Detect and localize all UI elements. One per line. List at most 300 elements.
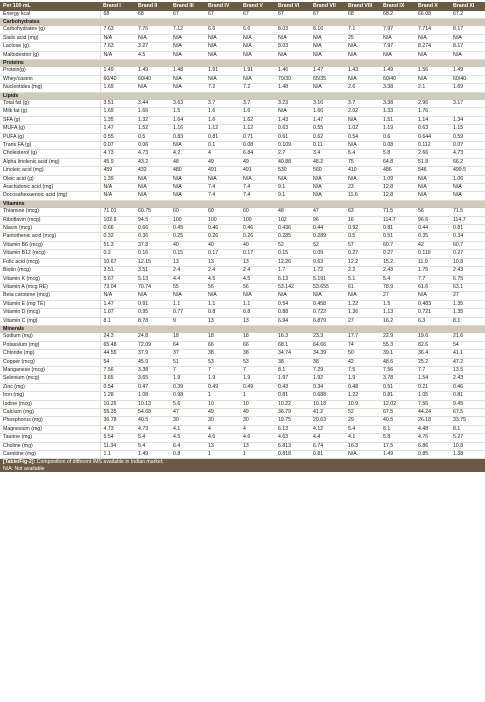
value-cell: 8.17 [450, 26, 485, 34]
value-cell: 4.48 [415, 425, 450, 433]
value-cell: 66 [240, 341, 275, 349]
value-cell: 1.49 [135, 451, 170, 459]
header-cell: Brand II [135, 2, 170, 11]
table-row [0, 392, 485, 400]
value-cell: N/A [345, 75, 380, 83]
value-cell: 10 [205, 400, 240, 408]
value-cell: 0.61 [275, 133, 310, 141]
row-label: Folic acid (mcg) [0, 258, 100, 266]
value-cell: 48 [275, 208, 310, 216]
value-cell: 24.3 [100, 333, 135, 341]
value-cell: 2.43 [450, 375, 485, 383]
section-header-row [0, 325, 485, 333]
table-row [0, 309, 485, 317]
value-cell: N/A [170, 75, 205, 83]
value-cell: 47 [310, 208, 345, 216]
value-cell: 61 [345, 283, 380, 291]
value-cell: 0.63 [275, 125, 310, 133]
value-cell: N/A [170, 34, 205, 42]
row-label: Vitamin A (mcg RE) [0, 283, 100, 291]
value-cell: 7.97 [380, 43, 415, 51]
value-cell: 1.62 [240, 116, 275, 124]
value-cell: 1.76 [415, 108, 450, 116]
value-cell: 40 [205, 241, 240, 249]
value-cell: 63.1 [450, 283, 485, 291]
value-cell: 18 [240, 333, 275, 341]
value-cell: 1.66 [310, 108, 345, 116]
row-label: Nucleotides (mg) [0, 84, 100, 92]
row-label: Biotin (mcg) [0, 267, 100, 275]
value-cell: N/A [135, 175, 170, 183]
value-cell: 9.63 [310, 258, 345, 266]
value-cell: 0.16 [135, 250, 170, 258]
table-row [0, 34, 485, 42]
row-label: MUFA (g) [0, 125, 100, 133]
value-cell: 4.4 [310, 434, 345, 442]
value-cell: 9.45 [450, 400, 485, 408]
value-cell: 5.4 [135, 434, 170, 442]
value-cell: 55.35 [100, 409, 135, 417]
value-cell [450, 108, 485, 116]
value-cell: 2.1 [415, 84, 450, 92]
value-cell: 1.6 [205, 108, 240, 116]
value-cell: 4.4 [170, 275, 205, 283]
value-cell: 1.33 [380, 108, 415, 116]
row-label: Whey/casein [0, 75, 100, 83]
row-label: Taurine (mg) [0, 434, 100, 442]
value-cell: 53 [240, 358, 275, 366]
value-cell: 0.46 [240, 225, 275, 233]
value-cell: 1.43 [275, 116, 310, 124]
row-label: Choline (mg) [0, 442, 100, 450]
value-cell: 5.8 [380, 150, 415, 158]
value-cell: 5.4 [380, 275, 415, 283]
value-cell: N/A [415, 175, 450, 183]
value-cell: N/A [275, 292, 310, 300]
value-cell: 0.644 [415, 133, 450, 141]
value-cell: 1.75 [415, 267, 450, 275]
value-cell: 36.79 [275, 409, 310, 417]
value-cell: 8.1 [100, 317, 135, 325]
caption-label: [Table/Fig-2]: [3, 459, 36, 466]
row-label: Phosphorus (mg) [0, 417, 100, 425]
value-cell: 560 [310, 167, 345, 175]
value-cell: 16.3 [345, 442, 380, 450]
value-cell: N/A [380, 34, 415, 42]
value-cell: 1.56 [415, 67, 450, 75]
value-cell: 52 [310, 241, 345, 249]
composition-table [0, 2, 485, 472]
table-row [0, 192, 485, 200]
value-cell: 1.49 [135, 67, 170, 75]
value-cell: 2.4 [170, 267, 205, 275]
value-cell: 1.38 [450, 451, 485, 459]
value-cell: 67 [310, 11, 345, 19]
value-cell: 0.5 [345, 233, 380, 241]
value-cell: 12.02 [380, 400, 415, 408]
value-cell: 1.91 [205, 67, 240, 75]
value-cell: 7.4 [240, 184, 275, 192]
header-cell: Brand XI [450, 2, 485, 11]
value-cell: 54 [450, 341, 485, 349]
value-cell: 8.03 [275, 26, 310, 34]
value-cell: 491 [240, 167, 275, 175]
value-cell: 42 [345, 358, 380, 366]
table-row [0, 442, 485, 450]
table-row [0, 158, 485, 166]
value-cell: 0.81 [275, 392, 310, 400]
value-cell: 1 [205, 451, 240, 459]
value-cell: N/A [205, 75, 240, 83]
value-cell: 26.18 [415, 417, 450, 425]
value-cell: 3.65 [135, 375, 170, 383]
value-cell: 9.1 [275, 192, 310, 200]
value-cell: N/A [345, 51, 380, 59]
row-label: Riboflavin (mcg) [0, 216, 100, 224]
value-cell: 102.6 [100, 216, 135, 224]
value-cell: 1.69 [100, 84, 135, 92]
value-cell: 68 [345, 11, 380, 19]
value-cell: 10 [240, 400, 275, 408]
row-label: Vitamin C (mg) [0, 317, 100, 325]
value-cell: 0.289 [310, 233, 345, 241]
value-cell: 0.81 [450, 392, 485, 400]
table-row [0, 216, 485, 224]
value-cell: 1.1 [205, 300, 240, 308]
value-cell: 4.73 [450, 150, 485, 158]
value-cell: 37.8 [135, 241, 170, 249]
value-cell: 0.59 [450, 133, 485, 141]
value-cell: 67.5 [380, 409, 415, 417]
value-cell: 60 [170, 208, 205, 216]
value-cell: 19.6 [415, 333, 450, 341]
value-cell: 4.63 [275, 434, 310, 442]
value-cell: N/A [135, 34, 170, 42]
value-cell: 72.09 [135, 341, 170, 349]
value-cell: 60.7 [380, 241, 415, 249]
value-cell: 1.72 [310, 267, 345, 275]
header-cell: Brand VIII [345, 2, 380, 11]
value-cell: 37.9 [135, 350, 170, 358]
row-label: Vitamin K (mcg) [0, 275, 100, 283]
section-title: Carbohydrates [0, 18, 485, 26]
value-cell: 6.6 [205, 26, 240, 34]
value-cell: 1.5 [170, 108, 205, 116]
header-cell: Brand X [415, 2, 450, 11]
value-cell: 0.49 [240, 383, 275, 391]
value-cell: 1.12 [205, 125, 240, 133]
value-cell: 0.81 [205, 133, 240, 141]
value-cell: 5.4 [135, 442, 170, 450]
table-row [0, 11, 485, 19]
value-cell: 0.81 [380, 392, 415, 400]
value-cell: 67 [275, 11, 310, 19]
value-cell: 50 [345, 350, 380, 358]
value-cell: 0.81 [310, 451, 345, 459]
table-row [0, 225, 485, 233]
table-row [0, 150, 485, 158]
table-row [0, 241, 485, 249]
value-cell: N/A [310, 175, 345, 183]
value-cell: 68.2 [380, 11, 415, 19]
value-cell: 20.63 [310, 417, 345, 425]
value-cell: 4.6 [205, 434, 240, 442]
value-cell: 16 [345, 216, 380, 224]
value-cell: 0.07 [450, 142, 485, 150]
value-cell: 1.47 [310, 67, 345, 75]
table-row [0, 175, 485, 183]
table-row [0, 43, 485, 51]
value-cell: 0.11 [310, 142, 345, 150]
value-cell: 37 [170, 350, 205, 358]
value-cell: 1.35 [100, 116, 135, 124]
value-cell: 7.1 [345, 26, 380, 34]
value-cell: 1.64 [170, 116, 205, 124]
value-cell: 546 [415, 167, 450, 175]
value-cell: 56 [415, 208, 450, 216]
value-cell: N/A [100, 34, 135, 42]
value-cell: N/A [345, 292, 380, 300]
value-cell: N/A [310, 292, 345, 300]
row-label: Magnesium (mg) [0, 425, 100, 433]
value-cell: 47 [170, 409, 205, 417]
value-cell: 12.8 [380, 184, 415, 192]
value-cell: 34.74 [275, 350, 310, 358]
value-cell: 1.54 [415, 375, 450, 383]
value-cell: 65.48 [100, 341, 135, 349]
value-cell: 0.6 [380, 133, 415, 141]
value-cell: 16.3 [275, 333, 310, 341]
value-cell: 0.458 [310, 300, 345, 308]
value-cell: 23.3 [310, 333, 345, 341]
value-cell: 52 [345, 409, 380, 417]
value-cell: 41.1 [450, 350, 485, 358]
value-cell: 36.4 [415, 350, 450, 358]
table-row [0, 358, 485, 366]
value-cell: 3.38 [380, 84, 415, 92]
value-cell: 114.7 [380, 216, 415, 224]
value-cell: 1 [205, 392, 240, 400]
table-row [0, 283, 485, 291]
value-cell: 8.16 [310, 26, 345, 34]
value-cell: 13 [205, 442, 240, 450]
value-cell: 1.7 [275, 267, 310, 275]
row-label: Trans FA (g) [0, 142, 100, 150]
value-cell: 38 [240, 350, 275, 358]
table-row [0, 167, 485, 175]
value-cell: 100 [170, 216, 205, 224]
value-cell: 0.436 [275, 225, 310, 233]
row-label: Maltodextrin (g) [0, 51, 100, 59]
value-cell: 36.78 [100, 417, 135, 425]
value-cell: 42 [415, 241, 450, 249]
row-label: Vitamin B6 (mcg) [0, 241, 100, 249]
header-cell: Brand V [240, 2, 275, 11]
value-cell: 1 [240, 451, 275, 459]
value-cell: 0.81 [380, 225, 415, 233]
value-cell: 1.12 [240, 125, 275, 133]
value-cell: 6.6 [240, 26, 275, 34]
value-cell: 0.32 [100, 233, 135, 241]
value-cell: 1.97 [275, 375, 310, 383]
value-cell: N/A [310, 192, 345, 200]
table-body [0, 11, 485, 473]
value-cell: 66.2 [450, 158, 485, 166]
row-label: Niacin (mcg) [0, 225, 100, 233]
row-label: PUFA (g) [0, 133, 100, 141]
value-cell: 1.08 [135, 392, 170, 400]
value-cell: N/A [100, 51, 135, 59]
value-cell: 7.4 [240, 192, 275, 200]
value-cell: 6.94 [275, 317, 310, 325]
value-cell: 43.2 [135, 158, 170, 166]
value-cell: 11.9 [415, 258, 450, 266]
value-cell: 7.97 [380, 26, 415, 34]
value-cell: 2.4 [205, 267, 240, 275]
value-cell: 27 [450, 292, 485, 300]
section-title: Proteins [0, 59, 485, 67]
value-cell: 48.2 [310, 158, 345, 166]
value-cell: 2.4 [240, 267, 275, 275]
value-cell: 0.27 [345, 250, 380, 258]
value-cell: 1.49 [380, 451, 415, 459]
value-cell: 2.6 [345, 84, 380, 92]
value-cell: N/A [275, 175, 310, 183]
value-cell: 53.142 [275, 283, 310, 291]
value-cell: 0.83 [170, 133, 205, 141]
value-cell: 486 [380, 167, 415, 175]
value-cell: 12.15 [135, 258, 170, 266]
value-cell: 0.45 [170, 225, 205, 233]
value-cell: 0.27 [380, 250, 415, 258]
row-label: Oleic acid (g) [0, 175, 100, 183]
value-cell: N/A [135, 84, 170, 92]
value-cell: 1.47 [310, 116, 345, 124]
row-label: Copper (mcg) [0, 358, 100, 366]
table-row [0, 142, 485, 150]
section-title: Lipids [0, 92, 485, 100]
value-cell: 8.03 [275, 43, 310, 51]
value-cell: 5.54 [100, 434, 135, 442]
value-cell: 1.1 [240, 300, 275, 308]
value-cell: 2.43 [450, 267, 485, 275]
row-label: Protein(g) [0, 67, 100, 75]
value-cell: N/A [275, 51, 310, 59]
row-label: Vitamin B12 (mcg) [0, 250, 100, 258]
value-cell: 480 [170, 167, 205, 175]
value-cell: 7.714 [415, 26, 450, 34]
table-row [0, 451, 485, 459]
value-cell: 1.06 [450, 175, 485, 183]
value-cell: 3.51 [100, 267, 135, 275]
value-cell: 0.8 [170, 451, 205, 459]
row-label: Arachidonic acid (mg) [0, 184, 100, 192]
row-label: Vitamin E (mg TE) [0, 300, 100, 308]
row-label: Carnitine (mg) [0, 451, 100, 459]
value-cell: N/A [205, 175, 240, 183]
value-cell: 82.6 [415, 341, 450, 349]
value-cell: N/A [415, 292, 450, 300]
section-header-row [0, 200, 485, 208]
value-cell: 4.2 [170, 150, 205, 158]
row-label: Iron (mg) [0, 392, 100, 400]
value-cell: 1.9 [345, 375, 380, 383]
value-cell: 40 [170, 241, 205, 249]
value-cell: 0.85 [415, 451, 450, 459]
value-cell: N/A [275, 34, 310, 42]
table-row [0, 108, 485, 116]
value-cell: 2.66 [415, 150, 450, 158]
value-cell: 0.06 [135, 142, 170, 150]
value-cell: 25.2 [415, 358, 450, 366]
value-cell: 4.73 [135, 150, 170, 158]
table-row [0, 366, 485, 374]
row-label: Total fat (g) [0, 100, 100, 108]
value-cell: 0.08 [380, 142, 415, 150]
value-cell: 1.47 [100, 125, 135, 133]
value-cell: 7.4 [205, 184, 240, 192]
table-row [0, 67, 485, 75]
value-cell: 1.46 [275, 67, 310, 75]
value-cell: 30 [170, 417, 205, 425]
value-cell: 5.191 [310, 275, 345, 283]
value-cell: 7.5 [345, 366, 380, 374]
value-cell: 56 [205, 283, 240, 291]
table-row [0, 425, 485, 433]
row-label: Docosahexaenoic acid (mg) [0, 192, 100, 200]
value-cell: 1.14 [415, 116, 450, 124]
value-cell: 27 [345, 317, 380, 325]
value-cell: 3.78 [380, 375, 415, 383]
value-cell: N/A [100, 192, 135, 200]
value-cell: 459 [100, 167, 135, 175]
value-cell: 53.655 [310, 283, 345, 291]
value-cell: N/A [170, 192, 205, 200]
table-row [0, 116, 485, 124]
value-cell: 3.38 [380, 100, 415, 108]
table-row [0, 125, 485, 133]
value-cell: 19.75 [275, 417, 310, 425]
value-cell: N/A [310, 184, 345, 192]
value-cell: 67.5 [450, 409, 485, 417]
value-cell: 49 [240, 158, 275, 166]
value-cell: 1.49 [380, 67, 415, 75]
value-cell: 40.88 [275, 158, 310, 166]
value-cell: 30 [205, 417, 240, 425]
value-cell: N/A [100, 292, 135, 300]
value-cell: 6.813 [275, 442, 310, 450]
value-cell: N/A [170, 175, 205, 183]
value-cell: 3.16 [310, 100, 345, 108]
value-cell: 17.7 [345, 333, 380, 341]
value-cell: 0.34 [310, 383, 345, 391]
value-cell: 1.1 [100, 451, 135, 459]
value-cell: 3.7 [345, 100, 380, 108]
value-cell: 10.8 [450, 442, 485, 450]
value-cell: 7.56 [415, 400, 450, 408]
value-cell: 60/40 [450, 75, 485, 83]
value-cell: 67.2 [450, 11, 485, 19]
value-cell: 0.44 [415, 225, 450, 233]
value-cell: 48 [170, 158, 205, 166]
value-cell: 1.66 [135, 108, 170, 116]
value-cell: 61.6 [415, 283, 450, 291]
value-cell: 6.84 [240, 150, 275, 158]
value-cell: 3.65 [100, 375, 135, 383]
value-cell: 49 [205, 158, 240, 166]
value-cell: N/A [170, 292, 205, 300]
value-cell: 33.75 [450, 417, 485, 425]
